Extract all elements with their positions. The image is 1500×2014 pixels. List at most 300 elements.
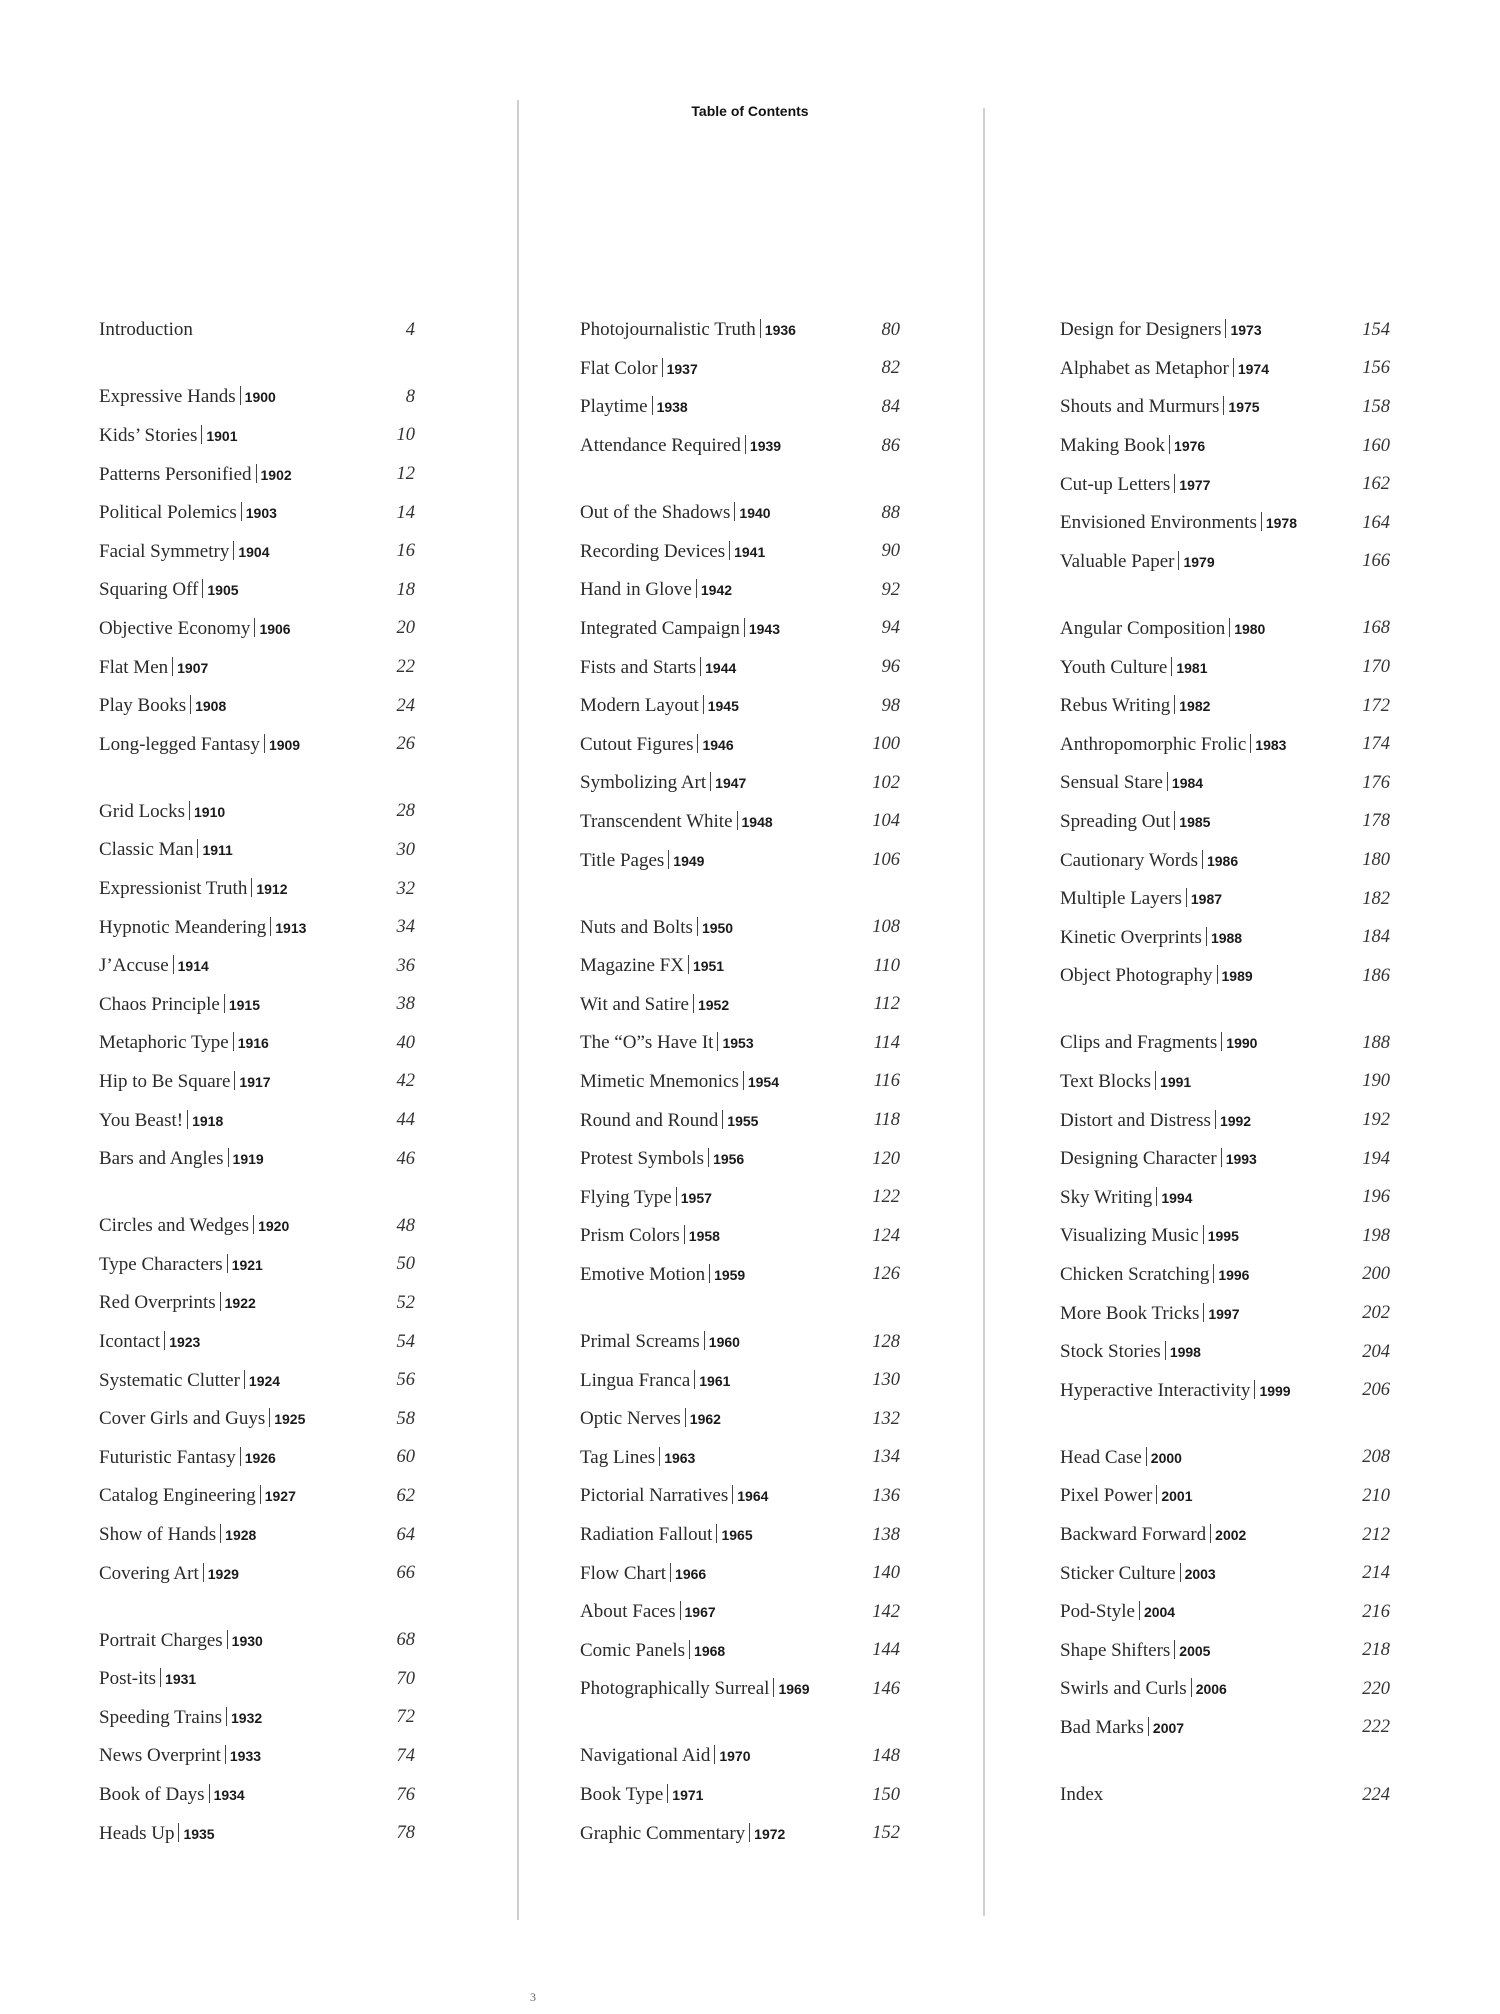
toc-entry-year: 1904 <box>238 543 270 560</box>
toc-entry[interactable] <box>1060 1178 1390 1217</box>
toc-entry[interactable] <box>99 1699 415 1738</box>
toc-entry-page: 112 <box>873 994 900 1015</box>
toc-entry[interactable] <box>580 571 900 610</box>
year-separator <box>241 502 242 521</box>
year-separator <box>1254 1380 1255 1399</box>
toc-entry[interactable] <box>99 1516 415 1555</box>
toc-entry-page: 50 <box>396 1254 415 1275</box>
toc-entry-heading <box>99 502 277 524</box>
toc-entry-heading <box>1060 358 1269 380</box>
toc-entry[interactable] <box>580 1024 900 1063</box>
toc-entry-page: 184 <box>1362 927 1390 948</box>
toc-entry-year: 1929 <box>207 1565 239 1582</box>
toc-entry-heading <box>1060 1148 1257 1170</box>
toc-entry-heading <box>99 801 225 823</box>
toc-entry[interactable] <box>99 1246 415 1285</box>
toc-entry-title: Patterns Personified <box>99 463 252 485</box>
toc-entry[interactable] <box>99 455 415 494</box>
toc-entry[interactable] <box>1060 1670 1390 1709</box>
toc-entry-year: 1930 <box>231 1632 263 1649</box>
toc-entry-heading <box>580 1447 695 1469</box>
toc-entry[interactable] <box>1060 1516 1390 1555</box>
toc-entry[interactable] <box>1060 350 1390 389</box>
toc-entry-year: 1978 <box>1265 515 1297 532</box>
year-separator <box>1225 319 1226 338</box>
toc-entry[interactable] <box>99 725 415 764</box>
toc-entry-year: 1989 <box>1221 968 1253 985</box>
toc-entry-year: 1905 <box>207 582 239 599</box>
toc-entry[interactable] <box>580 1217 900 1256</box>
toc-entry-title: Clips and Fragments <box>1060 1032 1218 1054</box>
toc-entry-heading <box>1060 1225 1239 1247</box>
toc-entry-title: Kinetic Overprints <box>1060 926 1202 948</box>
toc-entry-heading <box>1060 1187 1192 1209</box>
toc-entry-page: 176 <box>1362 772 1390 793</box>
toc-entry-title: Cut-up Letters <box>1060 473 1171 495</box>
toc-entry-title: Pixel Power <box>1060 1485 1153 1507</box>
toc-entry-year: 1999 <box>1259 1382 1291 1399</box>
toc-entry-year: 1956 <box>713 1151 745 1168</box>
toc-entry-page: 220 <box>1362 1678 1390 1699</box>
toc-entry-heading <box>99 994 260 1016</box>
toc-entry[interactable] <box>580 1776 900 1815</box>
toc-entry[interactable] <box>580 908 900 947</box>
toc-entry-year: 1939 <box>749 438 782 455</box>
toc-entry-year: 1903 <box>245 505 277 522</box>
toc-entry-heading <box>1060 474 1210 496</box>
toc-entry[interactable] <box>99 532 415 571</box>
toc-entry-heading <box>99 1524 256 1546</box>
toc-entry[interactable] <box>580 1516 900 1555</box>
toc-entry-title: Angular Composition <box>1060 617 1226 639</box>
toc-entry[interactable] <box>1060 1593 1390 1632</box>
toc-entry-title: Making Book <box>1060 435 1166 457</box>
toc-entry-year: 1917 <box>239 1073 271 1090</box>
toc-entry[interactable] <box>99 1323 415 1362</box>
toc-entry[interactable] <box>1060 504 1390 543</box>
column-divider <box>983 108 985 1916</box>
toc-entry[interactable] <box>580 1477 900 1516</box>
toc-entry-year: 1954 <box>747 1073 779 1090</box>
toc-entry-year: 1962 <box>689 1411 721 1428</box>
toc-entry[interactable] <box>580 1063 900 1102</box>
toc-entry[interactable] <box>99 648 415 687</box>
toc-entry-page: 16 <box>396 541 415 562</box>
toc-entry-heading <box>1060 772 1203 794</box>
toc-entry[interactable] <box>99 571 415 610</box>
toc-entry[interactable] <box>1060 1632 1390 1671</box>
toc-entry[interactable] <box>580 1323 900 1362</box>
toc-entry[interactable] <box>1060 1063 1390 1102</box>
toc-entry-heading <box>580 1524 753 1546</box>
toc-entry[interactable] <box>1060 465 1390 504</box>
toc-entry[interactable] <box>99 1477 415 1516</box>
toc-entry[interactable] <box>580 841 900 880</box>
toc-entry-title: Youth Culture <box>1060 656 1168 678</box>
toc-entry[interactable] <box>1060 957 1390 996</box>
toc-entry[interactable] <box>580 1140 900 1179</box>
toc-entry-heading <box>580 1678 810 1700</box>
toc-entry[interactable] <box>99 908 415 947</box>
toc-entry-page: 210 <box>1362 1485 1390 1506</box>
toc-entry-page: 208 <box>1362 1447 1390 1468</box>
toc-entry-title: Cutout Figures <box>580 733 694 755</box>
toc-entry[interactable] <box>99 610 415 649</box>
toc-entry-heading <box>580 1071 779 1093</box>
year-separator <box>1174 474 1175 493</box>
toc-entry-heading <box>99 1254 263 1276</box>
toc-group <box>1060 610 1390 996</box>
toc-entry-page: 134 <box>872 1447 900 1468</box>
toc-entry[interactable] <box>580 1737 900 1776</box>
toc-entry-heading <box>1060 435 1205 457</box>
toc-entry-page: 102 <box>872 772 900 793</box>
toc-entry-year: 1983 <box>1255 736 1287 753</box>
toc-entry-page: 214 <box>1362 1563 1390 1584</box>
toc-entry[interactable] <box>580 350 900 389</box>
toc-entry-page: 26 <box>396 734 415 755</box>
toc-entry[interactable] <box>99 378 415 417</box>
toc-entry[interactable] <box>99 417 415 456</box>
toc-entry-page: 200 <box>1362 1264 1390 1285</box>
toc-entry[interactable] <box>1060 610 1390 649</box>
toc-entry-page: 70 <box>396 1668 415 1689</box>
toc-entry-year: 1944 <box>705 659 737 676</box>
toc-entry[interactable] <box>99 986 415 1025</box>
toc-entry[interactable] <box>580 1632 900 1671</box>
toc-entry[interactable] <box>1060 1333 1390 1372</box>
toc-entry-page: 14 <box>396 502 415 523</box>
toc-entry-year: 1988 <box>1210 929 1243 946</box>
toc-entry-page: 60 <box>396 1447 415 1468</box>
toc-entry-page: 140 <box>872 1563 900 1584</box>
toc-entry-year: 2001 <box>1161 1488 1193 1505</box>
toc-entry-page: 186 <box>1362 965 1390 986</box>
toc-entry[interactable] <box>580 764 900 803</box>
toc-entry-page: 188 <box>1362 1032 1390 1053</box>
year-separator <box>710 772 711 791</box>
toc-entry-page: 160 <box>1362 435 1390 456</box>
toc-entry-year: 1953 <box>722 1035 754 1052</box>
toc-entry[interactable] <box>1060 1709 1390 1748</box>
toc-entry[interactable] <box>1060 1140 1390 1179</box>
year-separator <box>178 1823 179 1842</box>
toc-entry-year: 1958 <box>688 1228 720 1245</box>
year-separator <box>1233 358 1234 377</box>
toc-entry-heading <box>99 734 300 756</box>
toc-entry[interactable] <box>1060 803 1390 842</box>
toc-entry-page: 216 <box>1362 1601 1390 1622</box>
toc-entry-title: Hand in Glove <box>580 579 692 601</box>
toc-entry-title: Sensual Stare <box>1060 772 1163 794</box>
year-separator <box>269 1408 270 1427</box>
toc-entry-year: 1965 <box>721 1527 753 1544</box>
toc-group <box>580 908 900 1294</box>
toc-entry[interactable] <box>99 1621 415 1660</box>
toc-entry-year: 1966 <box>675 1565 707 1582</box>
toc-entry[interactable] <box>99 311 415 350</box>
toc-entry-page: 152 <box>872 1823 900 1844</box>
toc-entry-page: 170 <box>1362 657 1390 678</box>
year-separator <box>203 1563 204 1582</box>
toc-entry[interactable] <box>1060 725 1390 764</box>
toc-entry[interactable] <box>580 1670 900 1709</box>
toc-entry-title: The “O”s Have It <box>580 1032 714 1054</box>
toc-entry[interactable] <box>580 1554 900 1593</box>
year-separator <box>228 1148 229 1167</box>
toc-entry-page: 182 <box>1362 888 1390 909</box>
toc-entry[interactable] <box>99 687 415 726</box>
toc-entry[interactable] <box>99 947 415 986</box>
toc-entry-page: 66 <box>396 1563 415 1584</box>
toc-entry-heading <box>99 1823 215 1845</box>
toc-entry-heading <box>99 955 209 977</box>
toc-entry-heading <box>580 657 736 679</box>
toc-entry-year: 1940 <box>739 505 771 522</box>
toc-entry[interactable] <box>99 1660 415 1699</box>
toc-entry-year: 1923 <box>169 1334 201 1351</box>
toc-entry[interactable] <box>99 793 415 832</box>
toc-entry[interactable] <box>99 831 415 870</box>
toc-entry[interactable] <box>1060 388 1390 427</box>
toc-entry[interactable] <box>99 1140 415 1179</box>
year-separator <box>197 839 198 858</box>
toc-entry-heading <box>99 618 291 640</box>
toc-entry[interactable] <box>1060 1294 1390 1333</box>
year-separator <box>260 1485 261 1504</box>
toc-entry-year: 1920 <box>258 1218 290 1235</box>
toc-entry-year: 1947 <box>715 775 747 792</box>
toc-entry[interactable] <box>1060 1101 1390 1140</box>
toc-entry-title: Book of Days <box>99 1784 205 1806</box>
toc-entry[interactable] <box>99 1207 415 1246</box>
toc-entry-title: Designing Character <box>1060 1148 1217 1170</box>
toc-entry[interactable] <box>99 1439 415 1478</box>
toc-entry-heading <box>580 1110 758 1132</box>
toc-entry[interactable] <box>580 803 900 842</box>
year-separator <box>697 734 698 753</box>
toc-group <box>580 494 900 880</box>
toc-entry-title: Squaring Off <box>99 579 199 601</box>
toc-entry[interactable] <box>580 1178 900 1217</box>
toc-entry-page: 72 <box>396 1707 415 1728</box>
toc-entry-page: 62 <box>396 1485 415 1506</box>
toc-entry-title: Hip to Be Square <box>99 1070 231 1092</box>
year-separator <box>1174 1640 1175 1659</box>
toc-entry[interactable] <box>99 1284 415 1323</box>
toc-entry-heading <box>99 1071 271 1093</box>
toc-entry-year: 1907 <box>177 659 209 676</box>
toc-entry-heading <box>580 917 733 939</box>
toc-entry-title: More Book Tricks <box>1060 1302 1200 1324</box>
year-separator <box>233 541 234 560</box>
toc-entry[interactable] <box>99 1024 415 1063</box>
toc-entry[interactable] <box>1060 427 1390 466</box>
year-separator <box>201 425 202 444</box>
toc-entry-heading <box>580 435 781 457</box>
toc-entry[interactable] <box>99 1400 415 1439</box>
year-separator <box>668 850 669 869</box>
toc-entry-year: 1990 <box>1226 1035 1258 1052</box>
toc-entry-year: 1979 <box>1183 553 1215 570</box>
toc-entry-year: 1987 <box>1190 891 1223 908</box>
toc-entry[interactable] <box>580 1256 900 1295</box>
toc-entry-title: Transcendent White <box>580 810 733 832</box>
toc-entry-heading <box>580 1225 720 1247</box>
toc-entry[interactable] <box>1060 880 1390 919</box>
toc-entry-page: 132 <box>872 1408 900 1429</box>
toc-entry-title: Nuts and Bolts <box>580 916 693 938</box>
page-title: Table of Contents <box>691 103 809 119</box>
toc-entry[interactable] <box>580 427 900 466</box>
toc-entry[interactable] <box>580 1593 900 1632</box>
toc-entry[interactable] <box>1060 1439 1390 1478</box>
toc-entry[interactable] <box>580 725 900 764</box>
toc-entry-title: Post-its <box>99 1668 157 1690</box>
toc-entry-title: Multiple Layers <box>1060 888 1182 910</box>
toc-entry-year: 1973 <box>1230 322 1262 339</box>
toc-entry-heading <box>1060 734 1286 756</box>
toc-entry[interactable] <box>1060 1217 1390 1256</box>
toc-entry[interactable] <box>1060 841 1390 880</box>
toc-entry-heading <box>580 1640 725 1662</box>
toc-entry[interactable] <box>1060 1776 1390 1815</box>
toc-entry[interactable] <box>1060 311 1390 350</box>
toc-group <box>1060 1776 1390 1815</box>
toc-entry-year: 1982 <box>1179 698 1211 715</box>
toc-entry[interactable] <box>99 1554 415 1593</box>
toc-entry-page: 100 <box>872 734 900 755</box>
page-number: 3 <box>530 1990 536 2004</box>
toc-entry[interactable] <box>580 648 900 687</box>
toc-entry[interactable] <box>580 986 900 1025</box>
toc-entry-year: 1935 <box>183 1825 215 1842</box>
toc-entry[interactable] <box>1060 648 1390 687</box>
toc-entry-page: 172 <box>1362 695 1390 716</box>
toc-entry-year: 1992 <box>1219 1112 1252 1129</box>
toc-entry[interactable] <box>580 1400 900 1439</box>
toc-entry-title: Backward Forward <box>1060 1524 1207 1546</box>
toc-entry[interactable] <box>580 687 900 726</box>
toc-entry-page: 76 <box>396 1784 415 1805</box>
toc-entry-heading <box>1060 1678 1227 1700</box>
toc-entry-title: Flat Men <box>99 656 169 678</box>
toc-entry-heading <box>580 1032 754 1054</box>
toc-entry[interactable] <box>1060 918 1390 957</box>
toc-entry[interactable] <box>1060 1477 1390 1516</box>
year-separator <box>708 1148 709 1167</box>
toc-entry[interactable] <box>99 1776 415 1815</box>
year-separator <box>220 1524 221 1543</box>
toc-entry-year: 1971 <box>672 1787 704 1804</box>
toc-entry-year: 2006 <box>1195 1681 1227 1698</box>
toc-entry-heading <box>99 579 239 601</box>
year-separator <box>732 1485 733 1504</box>
toc-entry-title: Shape Shifters <box>1060 1639 1171 1661</box>
toc-entry[interactable] <box>1060 1371 1390 1410</box>
toc-entry-title: Lingua Franca <box>580 1369 691 1391</box>
toc-column-2 <box>580 311 900 1881</box>
year-separator <box>709 1264 710 1283</box>
toc-entry[interactable] <box>99 870 415 909</box>
toc-entry[interactable] <box>1060 1554 1390 1593</box>
toc-group <box>99 1207 415 1593</box>
toc-entry[interactable] <box>580 388 900 427</box>
toc-entry-page: 98 <box>881 695 900 716</box>
toc-entry-heading <box>580 502 771 524</box>
year-separator <box>1203 1303 1204 1322</box>
year-separator <box>693 994 694 1013</box>
toc-entry-year: 1986 <box>1206 852 1239 869</box>
toc-entry-heading <box>580 358 698 380</box>
toc-entry-page: 126 <box>872 1264 900 1285</box>
toc-entry-page: 136 <box>872 1485 900 1506</box>
toc-entry[interactable] <box>580 947 900 986</box>
toc-entry[interactable] <box>1060 687 1390 726</box>
toc-entry[interactable] <box>99 1737 415 1776</box>
toc-entry-page: 22 <box>396 657 415 678</box>
toc-entry-year: 1991 <box>1160 1073 1192 1090</box>
year-separator <box>160 1668 161 1687</box>
toc-entry-heading <box>580 955 724 977</box>
toc-entry[interactable] <box>580 494 900 533</box>
toc-entry[interactable] <box>580 1439 900 1478</box>
toc-entry[interactable] <box>1060 764 1390 803</box>
toc-entry[interactable] <box>580 1814 900 1853</box>
toc-entry[interactable] <box>580 1101 900 1140</box>
toc-entry-title: Type Characters <box>99 1253 223 1275</box>
toc-entry-page: 120 <box>872 1148 900 1169</box>
toc-entry-page: 124 <box>872 1225 900 1246</box>
toc-entry-title: Radiation Fallout <box>580 1524 713 1546</box>
toc-entry-title: Design for Designers <box>1060 319 1222 341</box>
toc-entry-heading <box>99 1563 239 1585</box>
year-separator <box>1202 850 1203 869</box>
toc-entry[interactable] <box>99 1063 415 1102</box>
toc-entry[interactable] <box>580 1361 900 1400</box>
toc-entry-heading <box>99 1370 280 1392</box>
year-separator <box>187 1110 188 1129</box>
toc-entry-page: 56 <box>396 1370 415 1391</box>
year-separator <box>1167 772 1168 791</box>
toc-entry-page: 106 <box>872 850 900 871</box>
toc-entry[interactable] <box>99 494 415 533</box>
toc-entry[interactable] <box>580 311 900 350</box>
toc-entry[interactable] <box>1060 1256 1390 1295</box>
year-separator <box>1206 927 1207 946</box>
toc-entry-page: 104 <box>872 811 900 832</box>
year-separator <box>1217 965 1218 984</box>
toc-entry-year: 1933 <box>229 1748 262 1765</box>
toc-entry-year: 1946 <box>702 736 734 753</box>
toc-entry-year: 1945 <box>707 698 739 715</box>
toc-entry[interactable] <box>99 1101 415 1140</box>
year-separator <box>700 657 701 676</box>
toc-entry-page: 174 <box>1362 734 1390 755</box>
year-separator <box>256 464 257 483</box>
toc-entry[interactable] <box>580 610 900 649</box>
toc-entry[interactable] <box>1060 543 1390 582</box>
toc-entry[interactable] <box>1060 1024 1390 1063</box>
toc-entry[interactable] <box>580 532 900 571</box>
toc-entry[interactable] <box>99 1361 415 1400</box>
toc-entry-title: Navigational Aid <box>580 1745 711 1767</box>
toc-entry-title: Expressionist Truth <box>99 878 248 900</box>
toc-entry-title: Catalog Engineering <box>99 1485 256 1507</box>
toc-entry-heading <box>580 1784 703 1806</box>
toc-entry[interactable] <box>99 1814 415 1853</box>
toc-entry-year: 1906 <box>259 620 291 637</box>
